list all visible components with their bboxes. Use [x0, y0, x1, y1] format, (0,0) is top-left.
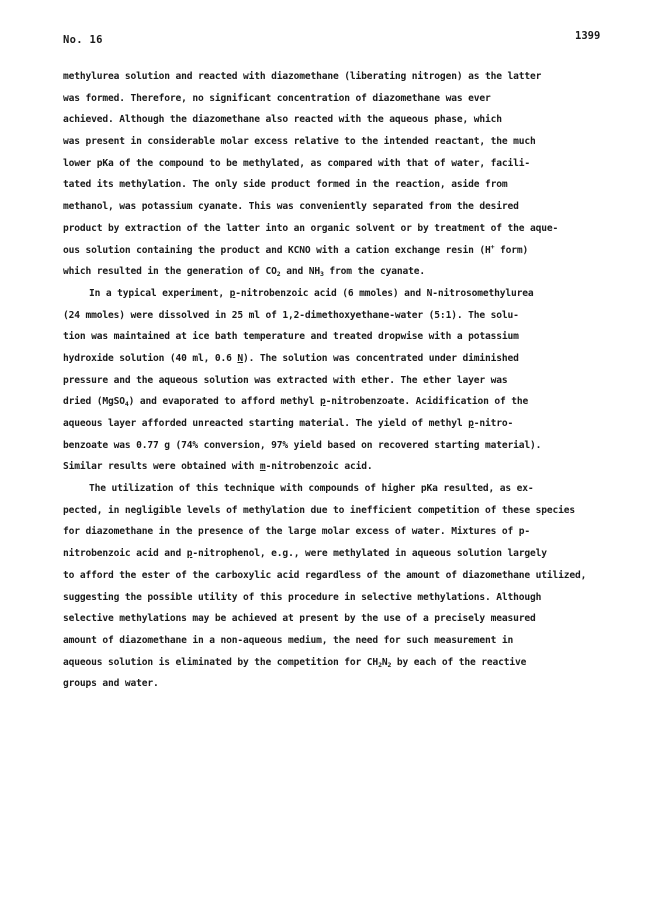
- text-line: tated its methylation. The only side product formed in the reaction, aside from: [63, 179, 508, 191]
- text-line: dried (MgSO$_4$) and evaporated to afford methyl p-nitrobenzoate. Acidification of the: [63, 396, 529, 409]
- text-line: hydroxide solution (40 ml, 0.6 N). The solution was concentrated under diminished: [63, 352, 519, 364]
- page-number: 1399: [575, 30, 601, 42]
- text-line: for diazomethane in the presence of the large molar excess of water. Mixtures of p-: [63, 526, 530, 538]
- text-line: benzoate was 0.77 g (74% conversion, 97% yield based on recovered starting material).: [63, 439, 542, 451]
- text-line: methylurea solution and reacted with diazomethane (liberating nitrogen) as the latter: [63, 71, 542, 82]
- text-line: methanol, was potassium cyanate. This was conveniently separated from the desired: [63, 201, 519, 213]
- paragraph-2: [63, 283, 603, 478]
- text-line: (24 mmoles) were dissolved in 25 ml of 1,2-dimethoxyethane-water (5:1). The solu-: [63, 309, 519, 321]
- text-line: The utilization of this technique with compounds of higher pKa resulted, as ex-: [89, 483, 534, 495]
- text-line: was present in considerable molar excess relative to the intended reactant, the much: [63, 136, 536, 148]
- issue-number: No. 16: [63, 34, 103, 46]
- text-line: aqueous solution is eliminated by the competition for $CH_2N_2$ by each of the reactive: [63, 656, 527, 669]
- text-line: suggesting the possible utility of this procedure in selective methylations. Although: [63, 591, 542, 603]
- text-line: product by extraction of the latter into an organic solvent or by treatment of the aque-: [63, 222, 559, 234]
- text-line: pected, in negligible levels of methylation due to inefficient competition of these species: [63, 504, 575, 516]
- text-line: ous solution containing the product and KCNO with a cation exchange resin (H+ form): [63, 242, 529, 256]
- paragraph-1: [63, 66, 603, 283]
- text-line: was formed. Therefore, no significant concentration of diazomethane was ever: [63, 92, 491, 104]
- paragraph-3: [63, 478, 603, 695]
- text-line: In a typical experiment, p-nitrobenzoic acid (6 mmoles) and N-nitrosomethylurea: [89, 287, 534, 299]
- text-line: achieved. Although the diazomethane also reacted with the aqueous phase, which: [63, 114, 502, 126]
- text-line: pressure and the aqueous solution was extracted with ether. The ether layer was: [63, 374, 508, 386]
- text-line: to afford the ester of the carboxylic acid regardless of the amount of diazomethane utilized,: [63, 569, 587, 581]
- text-line: Similar results were obtained with m-nitrobenzoic acid.: [63, 461, 373, 473]
- text-line: aqueous layer afforded unreacted starting material. The yield of methyl p-nitro-: [63, 418, 514, 429]
- text-line: which resulted in the generation of $CO_2$ and $NH_3$ from the cyanate.: [63, 266, 425, 279]
- text-line: nitrobenzoic acid and p-nitrophenol, e.g., were methylated in aqueous solution largely: [63, 548, 547, 560]
- text-line: groups and water.: [63, 678, 159, 690]
- body-text: [63, 66, 603, 695]
- text-line: tion was maintained at ice bath temperature and treated dropwise with a potassium: [63, 331, 519, 343]
- text-line: amount of diazomethane in a non-aqueous medium, the need for such measurement in: [63, 634, 514, 646]
- text-line: selective methylations may be achieved at present by the use of a precisely measured: [63, 613, 536, 625]
- text-line: lower pKa of the compound to be methylated, as compared with that of water, facili-: [63, 157, 530, 169]
